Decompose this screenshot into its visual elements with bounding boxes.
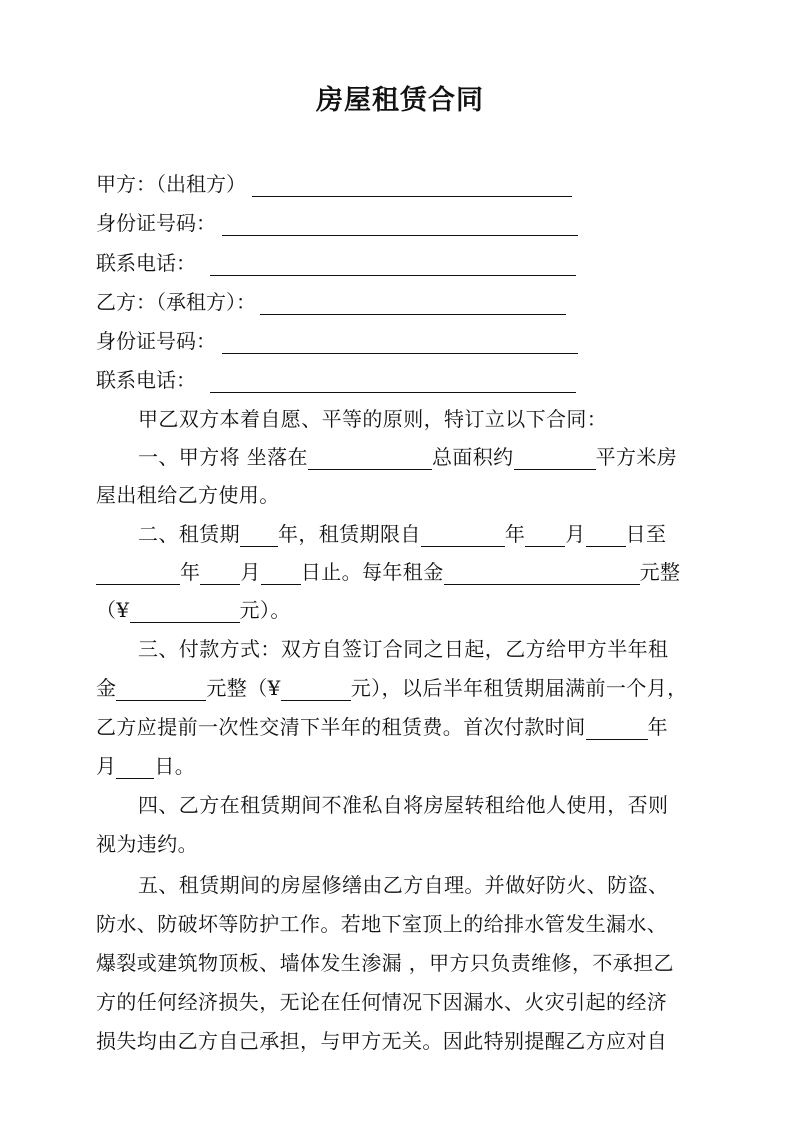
clause-2-line-2 (96, 559, 680, 585)
clause-4-line-1: 四、乙方在租赁期间不准私自将房屋转租给他人使用，否则 (138, 793, 669, 817)
page-title: 房屋租赁合同 (316, 85, 484, 116)
start-year-blank[interactable] (421, 524, 505, 547)
party-a-phone-row (96, 250, 576, 276)
party-b-phone-blank[interactable] (210, 370, 576, 393)
party-b-name-blank[interactable] (260, 292, 566, 315)
clause-3-text-c: 元整（¥ (206, 676, 281, 700)
party-a-name-blank[interactable] (252, 174, 572, 197)
area-blank[interactable] (514, 447, 596, 470)
party-b-phone-row (96, 367, 576, 393)
clause-3-text-d: 元），以后半年租赁期届满前一个月， (350, 676, 688, 700)
clause-1-line-2: 屋出租给乙方使用。 (96, 483, 280, 507)
clause-2-text-a: 二、租赁期 (138, 522, 240, 546)
clause-1-text-c: 平方米房 (595, 445, 678, 469)
clause-2-text-f: 年 (180, 560, 201, 584)
party-a-id-row (96, 210, 578, 236)
clause-2-text-c: 年 (504, 522, 526, 546)
annual-rent-blank[interactable] (444, 562, 640, 585)
party-a-row (96, 171, 572, 197)
party-b-label: 乙方：（承租方）： (96, 290, 256, 314)
party-b-id-label: 身份证号码： (96, 329, 216, 353)
lease-years-blank[interactable] (240, 524, 278, 547)
clause-2-text-d: 月 (565, 522, 586, 546)
party-a-phone-label: 联系电话： (96, 251, 196, 275)
clause-5-line-3: 爆裂或建筑物顶板、墙体发生渗漏 ，甲方只负责维修，不承担乙 (96, 951, 674, 975)
start-month-blank[interactable] (525, 524, 565, 547)
intro-paragraph: 甲乙双方本着自愿、平等的原则，特订立以下合同： (138, 407, 608, 431)
annual-rent-yuan-blank[interactable] (130, 600, 240, 623)
start-day-blank[interactable] (586, 524, 626, 547)
clause-1-text-b: 总面积约 (431, 445, 514, 469)
clause-2-line-3 (96, 597, 291, 623)
clause-2-text-b: 年，租赁期限自 (278, 522, 421, 546)
clause-3-text-f: 年 (647, 715, 669, 739)
party-b-id-blank[interactable] (222, 331, 578, 354)
clause-3-line-2 (96, 675, 688, 701)
clause-2-text-k: 元）。 (239, 598, 291, 622)
party-a-id-blank[interactable] (222, 213, 578, 236)
end-day-blank[interactable] (261, 562, 301, 585)
party-a-label: 甲方：（出租方） (96, 172, 246, 196)
clause-3-text-b: 金 (96, 676, 117, 700)
end-year-blank[interactable] (96, 562, 180, 585)
clause-3-text-h: 日。 (154, 754, 196, 778)
clause-3-text-g: 月 (96, 754, 117, 778)
clause-2-text-h: 日止。每年租金 (300, 560, 444, 584)
clause-3-text-e: 乙方应提前一次性交清下半年的租赁费。首次付款时间 (96, 715, 586, 739)
clause-3-line-4 (96, 753, 195, 779)
clause-1-text-a: 一、甲方将 坐落在 (138, 445, 308, 469)
end-month-blank[interactable] (200, 562, 240, 585)
half-year-rent-blank[interactable] (116, 678, 206, 701)
location-blank[interactable] (308, 447, 432, 470)
clause-5-line-2: 防水、防破坏等防护工作。若地下室顶上的给排水管发生漏水、 (96, 912, 668, 936)
party-a-id-label: 身份证号码： (96, 211, 216, 235)
party-b-row (96, 289, 566, 315)
party-a-phone-blank[interactable] (210, 253, 576, 276)
clause-3-line-3 (96, 714, 668, 740)
clause-1-line-1 (138, 444, 677, 470)
clause-2-line-1 (138, 521, 666, 547)
clause-4-line-2: 视为违约。 (96, 832, 198, 856)
clause-2-text-j: （¥ (96, 598, 130, 622)
first-payment-month-blank[interactable] (116, 756, 154, 779)
party-b-id-row (96, 328, 578, 354)
clause-5-line-1: 五、租赁期间的房屋修缮由乙方自理。并做好防火、防盗、 (138, 873, 669, 897)
first-payment-year-blank[interactable] (586, 717, 648, 740)
clause-5-line-4: 方的任何经济损失，无论在任何情况下因漏水、火灾引起的经济 (96, 990, 668, 1014)
clause-2-text-i: 元整 (639, 560, 681, 584)
clause-2-text-g: 月 (240, 560, 261, 584)
clause-2-text-e: 日至 (625, 522, 667, 546)
clause-5-line-5: 损失均由乙方自己承担，与甲方无关。因此特别提醒乙方应对自 (96, 1029, 668, 1053)
half-year-rent-yuan-blank[interactable] (281, 678, 351, 701)
clause-3-line-1: 三、付款方式：双方自签订合同之日起，乙方给甲方半年租 (138, 637, 669, 661)
party-b-phone-label: 联系电话： (96, 368, 196, 392)
